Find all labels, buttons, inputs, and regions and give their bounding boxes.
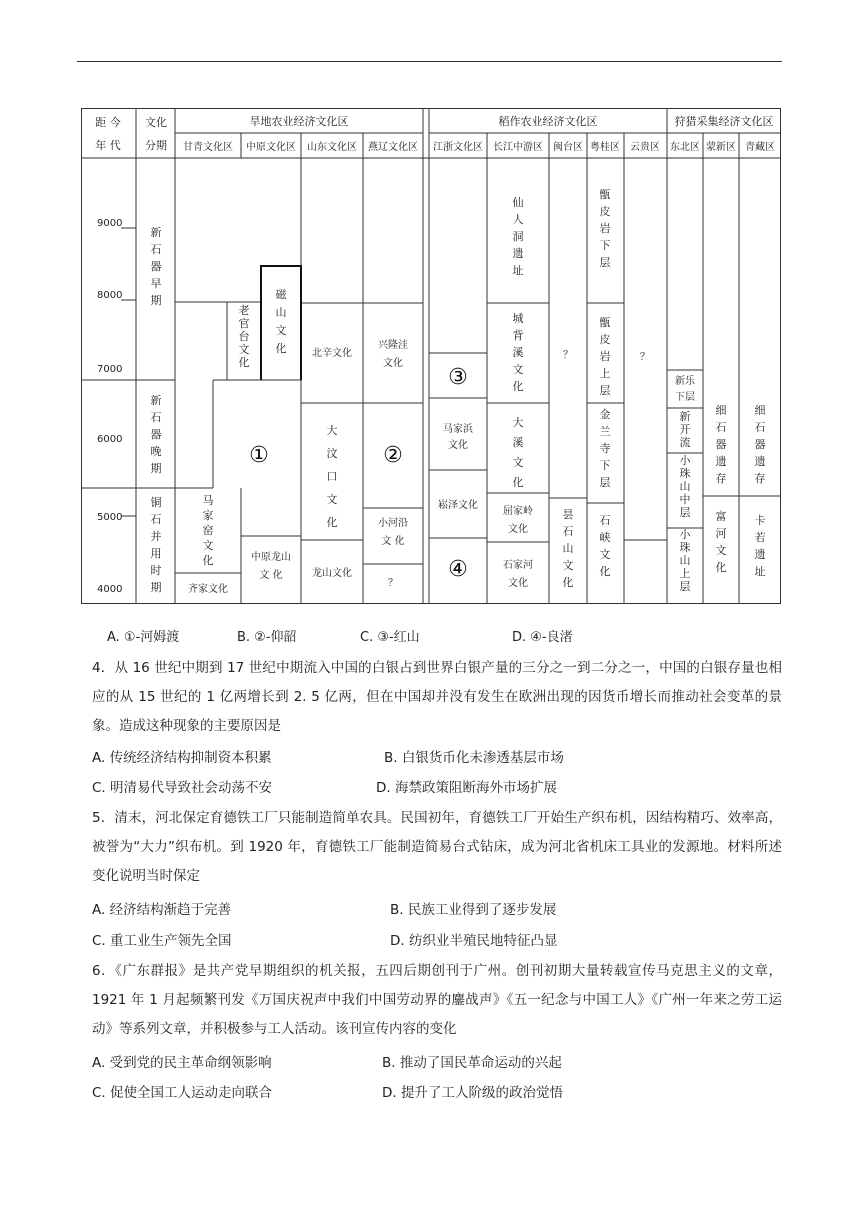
cell-mintai-question: ？ <box>563 350 573 361</box>
vertical-cell-jinlansi: 金兰寺下层 <box>599 408 611 489</box>
region-header: 山东文化区 <box>307 142 357 153</box>
q6-option-a[interactable]: A. 受到党的民主革命纲领影响 <box>92 1055 272 1071</box>
region-header: 云贵区 <box>630 142 660 153</box>
vertical-cell-majiayao: 马家窑文化 <box>202 494 214 567</box>
group-header-hunting: 狩猎采集经济文化区 <box>674 115 774 128</box>
q5-option-b[interactable]: B. 民族工业得到了逐步发展 <box>390 902 557 918</box>
region-header: 甘青文化区 <box>183 142 233 153</box>
vertical-cell-xiaozhushan_upper: 小珠山上层 <box>679 528 691 593</box>
cell-circle-4: ④ <box>448 557 468 582</box>
header-rule <box>77 61 782 62</box>
question-6 <box>92 957 782 1044</box>
year-label: 6000 <box>97 434 123 445</box>
cell-xiaoheyan-2: 文 化 <box>381 536 405 547</box>
q5-option-d[interactable]: D. 纺织业半殖民地特征凸显 <box>390 933 558 949</box>
cell-shijiahe-2: 文化 <box>508 578 528 589</box>
vertical-cell-xinkailiu: 新开流 <box>679 410 691 449</box>
q5-option-a[interactable]: A. 经济结构渐趋于完善 <box>92 902 232 918</box>
vertical-cell-early: 新石器早期 <box>150 226 162 307</box>
question-6-stem: 6．《广东群报》是共产党早期组织的机关报，五四后期创刊于广州。创刊初期大量转载宣传马克思主义的文章，1921 年 1 月起频繁刊发《万国庆祝声中我们中国劳动界的鏖战声》《五一纪念与中国工人》《广州一年来之劳工运动》等系列文章，并积极参与工人活动。该刊宣传内容的变化 <box>92 963 782 1037</box>
q3-option-d[interactable]: D. ④-良渚 <box>512 630 573 645</box>
region-header: 粤桂区 <box>590 142 620 153</box>
question-4-stem: 4．从 16 世纪中期到 17 世纪中期流入中国的白银占到世界白银产量的三分之一到二分之一，中国的白银存量也相应的从 15 世纪的 1 亿两增长到 2. 5 亿两，但在中国却并没有发生在欧洲出现的因货币增长而推动社会变革的景象。造成这种现象的主要原因是 <box>92 660 782 734</box>
cell-zhongyuan-longshan-1: 中原龙山 <box>251 552 291 563</box>
region-header: 青藏区 <box>745 142 775 153</box>
region-header: 东北区 <box>670 142 700 153</box>
question-5 <box>92 804 782 891</box>
period-header-line2: 分期 <box>145 139 167 152</box>
cell-songze: 崧泽文化 <box>438 500 478 511</box>
vertical-cell-xiaozhushan_lower: 小珠山中层 <box>679 454 691 519</box>
cell-xinglongwa-2: 文化 <box>383 358 403 369</box>
vertical-cell-laoguantai: 老官台文化 <box>238 304 250 369</box>
cell-yanliao-question: ？ <box>388 578 398 589</box>
region-header: 长江中游区 <box>493 142 543 153</box>
cell-xinle-2: 下层 <box>675 392 695 403</box>
q4-option-c[interactable]: C. 明清易代导致社会动荡不安 <box>92 780 273 796</box>
group-header-rice: 稻作农业经济文化区 <box>498 115 598 128</box>
cell-xinglongwa-1: 兴隆洼 <box>378 340 408 351</box>
cell-shandong-longshan: 龙山文化 <box>312 568 352 579</box>
cell-zhongyuan-longshan-2: 文 化 <box>259 570 283 581</box>
q6-option-b[interactable]: B. 推动了国民革命运动的兴起 <box>382 1055 562 1071</box>
time-header-line1: 距 今 <box>95 116 121 129</box>
q3-option-b[interactable]: B. ②-仰韶 <box>237 630 297 645</box>
q3-option-c[interactable]: C. ③-红山 <box>360 630 420 645</box>
year-label: 5000 <box>97 512 123 523</box>
cell-circle-3: ③ <box>448 365 468 390</box>
q6-option-c[interactable]: C. 促使全国工人运动走向联合 <box>92 1085 273 1101</box>
region-header: 闽台区 <box>553 142 583 153</box>
vertical-cell-zengpiyan_upper: 甑皮岩上层 <box>599 316 611 397</box>
cell-circle-1: ① <box>249 443 269 468</box>
cell-qujialing-1: 屈家岭 <box>503 506 533 517</box>
vertical-cell-fuhe: 富河文化 <box>715 510 727 574</box>
cell-xinle-1: 新乐 <box>675 376 695 387</box>
time-header-line2: 年 代 <box>95 139 121 152</box>
question-4 <box>92 654 782 741</box>
question-5-stem: 5．清末，河北保定育德铁工厂只能制造简单农具。民国初年，育德铁工厂开始生产织布机，因结构精巧、效率高，被誉为“大力”织布机。到 1920 年，育德铁工厂能制造简易台式钻床，成为河北省机床工具业的发源地。材料所述变化说明当时保定 <box>92 810 782 884</box>
region-header: 蒙新区 <box>706 142 736 153</box>
vertical-cell-cishan: 磁山文化 <box>275 288 287 355</box>
region-header: 中原文化区 <box>246 142 296 153</box>
year-label: 4000 <box>97 584 123 595</box>
vertical-cell-xianrendong: 仙人洞遗址 <box>512 196 524 277</box>
group-header-dry: 旱地农业经济文化区 <box>249 115 349 128</box>
q4-option-b[interactable]: B. 白银货币化未渗透基层市场 <box>384 750 564 766</box>
q6-option-d[interactable]: D. 提升了工人阶级的政治觉悟 <box>382 1085 563 1101</box>
cell-circle-2: ② <box>383 443 403 468</box>
vertical-cell-karuo: 卡若遗址 <box>754 514 766 578</box>
vertical-cell-qingzang_microlith: 细石器遗存 <box>754 404 766 485</box>
cell-qujialing-2: 文化 <box>508 524 528 535</box>
cell-qijia: 齐家文化 <box>188 584 228 595</box>
vertical-cell-mengxin_microlith: 细石器遗存 <box>715 404 727 485</box>
cell-beixin: 北辛文化 <box>312 348 352 359</box>
vertical-cell-tanshishan: 昙石山文化 <box>562 508 574 589</box>
period-header-line1: 文化 <box>145 116 167 129</box>
year-label: 8000 <box>97 290 123 301</box>
vertical-cell-dawenkou: 大汶口文化 <box>326 424 338 529</box>
vertical-cell-daxi: 大溪文化 <box>512 416 524 489</box>
cell-yungui-question: ？ <box>640 352 650 363</box>
culture-region-table <box>81 108 781 604</box>
cell-shijiahe-1: 石家河 <box>503 560 533 571</box>
cell-xiaoheyan-1: 小河沿 <box>378 518 408 529</box>
q4-option-a[interactable]: A. 传统经济结构抑制资本积累 <box>92 750 272 766</box>
q4-option-d[interactable]: D. 海禁政策阻断海外市场扩展 <box>376 780 557 796</box>
vertical-cell-zengpiyan_lower: 甑皮岩下层 <box>599 188 611 269</box>
year-label: 9000 <box>97 218 123 229</box>
q3-option-a[interactable]: A. ①-河姆渡 <box>107 630 180 645</box>
vertical-cell-shixia: 石峡文化 <box>599 514 611 578</box>
vertical-cell-late: 新石器晚期 <box>150 394 162 475</box>
q5-option-c[interactable]: C. 重工业生产领先全国 <box>92 933 232 949</box>
vertical-cell-bronze: 铜石并用时期 <box>150 496 162 594</box>
region-header: 燕辽文化区 <box>368 142 418 153</box>
region-header: 江浙文化区 <box>433 142 483 153</box>
year-label: 7000 <box>97 364 123 375</box>
vertical-cell-chengbeixi: 城背溪文化 <box>512 312 524 393</box>
cell-majiabang-2: 文化 <box>448 440 468 451</box>
cell-majiabang-1: 马家浜 <box>443 424 473 435</box>
